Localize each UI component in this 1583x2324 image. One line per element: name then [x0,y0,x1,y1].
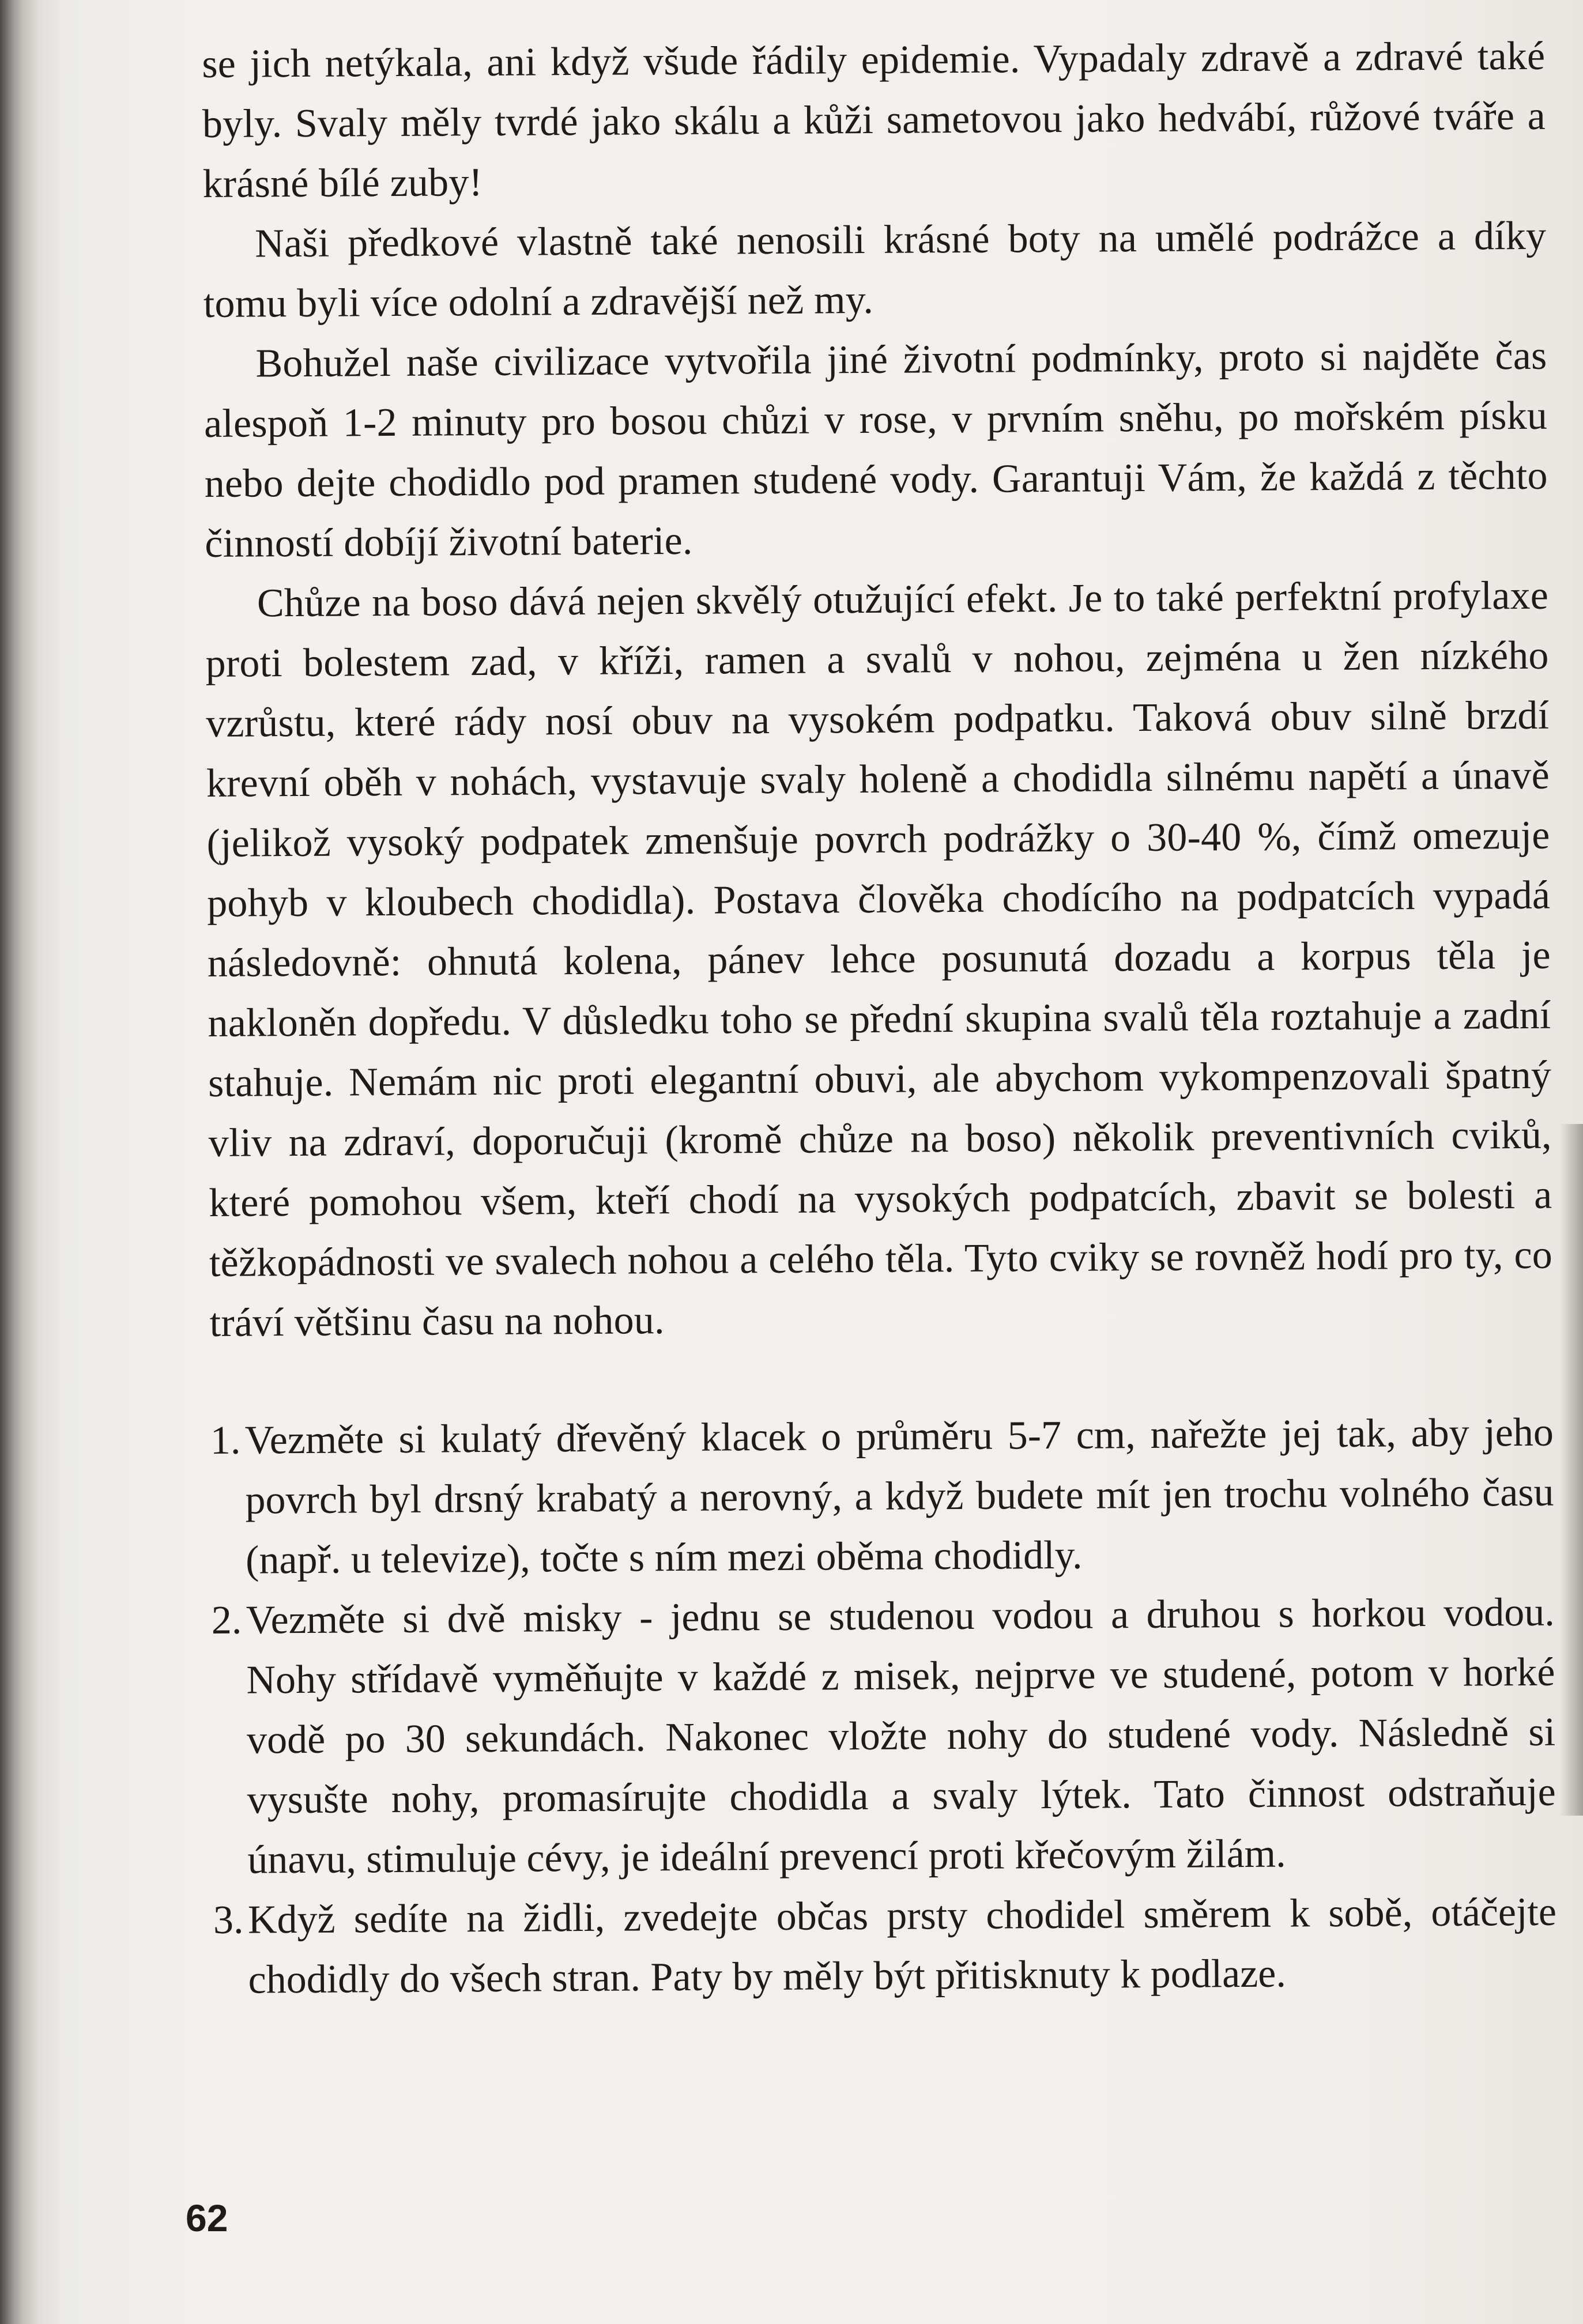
paragraph-civilization: Bohužel naše civilizace vytvořila jiné životní podmínky, proto si najděte čas alespoň 1-2 minuty pro bosou chůzi v rose, v prvním sněhu, po mořském písku nebo dejte chodidlo pod pramen studené vody. Garantuji Vám, že každá z těchto činností dobíjí životní baterie. [203,333,1548,566]
list-item-text: Když sedíte na židli, zvedejte občas prsty chodidel směrem k sobě, otáčejte chodidly do všech stran. Paty by měly být přitisknuty k podlaze. [247,1889,1557,2002]
body-text [202,27,1557,2010]
list-item [211,1583,1556,1891]
book-spine-shadow [0,0,40,2324]
exercise-list [210,1403,1557,2010]
paragraph-ancestors: Naši předkové vlastně také nenosili krásné boty na umělé podrážce a díky tomu byli více odolní a zdravější než my. [203,213,1547,326]
list-item-number: 2. [211,1598,242,1643]
list-item-text: Vezměte si kulatý dřevěný klacek o průměru 5-7 cm, nařežte jej tak, aby jeho povrch byl drsný krabatý a nerovný, a když budete mít jen trochu volného času (např. u televize), točte s ním mezi oběma chodidly. [244,1410,1554,1583]
paragraph-intro: se jich netýkala, ani když všude řádily epidemie. Vypadaly zdravě a zdravé také byly. Svaly měly tvrdé jako skálu a kůži sametovou jako hedvábí, růžové tváře a krásné bílé zuby! [202,33,1546,206]
paragraph-barefoot: Chůze na boso dává nejen skvělý otužující efekt. Je to také perfektní profylaxe proti bolestem zad, v kříži, ramen a svalů v nohou, zejména u žen nízkého vzrůstu, které rády nosí obuv na vysokém podpatku. Taková obuv silně brzdí krevní oběh v nohách, vystavuje svaly holeně a chodidla silnému napětí a únavě (jelikož vysoký podpatek zmenšuje povrch podrážky o 30-40 %, čímž omezuje pohyb v kloubech chodidla). Postava člověka chodícího na podpatcích vypadá následovně: ohnutá kolena, pánev lehce posunutá dozadu a korpus těla je nakloněn dopředu. V důsledku toho se přední skupina svalů těla roztahuje a zadní stahuje. Nemám nic proti elegantní obuvi, ale abychom vykompenzovali špatný vliv na zdraví, doporučuji (kromě chůze na boso) několik preventivních cviků, které pomohou všem, kteří chodí na vysokých podpatcích, zbavit se bolesti a těžkopádnosti ve svalech nohou a celého těla. Tyto cviky se rovněž hodí pro ty, co tráví většinu času na nohou. [205,573,1553,1345]
page-number: 62 [186,2197,228,2239]
list-item-number: 3. [213,1897,244,1942]
list-item-text: Vezměte si dvě misky - jednu se studenou vodou a druhou s horkou vodou. Nohy střídavě vyměňujte v každé z misek, nejprve ve studené, potom v horké vodě po 30 sekundách. Nakonec vložte nohy do studené vody. Následně si vysušte nohy, promasírujte chodidla a svaly lýtek. Tato činnost odstraňuje únavu, stimuluje cévy, je ideální prevencí proti křečovým žilám. [246,1590,1556,1882]
page-edge-shadow [1560,1124,1583,1816]
list-item-number: 1. [210,1418,241,1463]
list-item [210,1403,1555,1591]
list-item [213,1882,1557,2010]
